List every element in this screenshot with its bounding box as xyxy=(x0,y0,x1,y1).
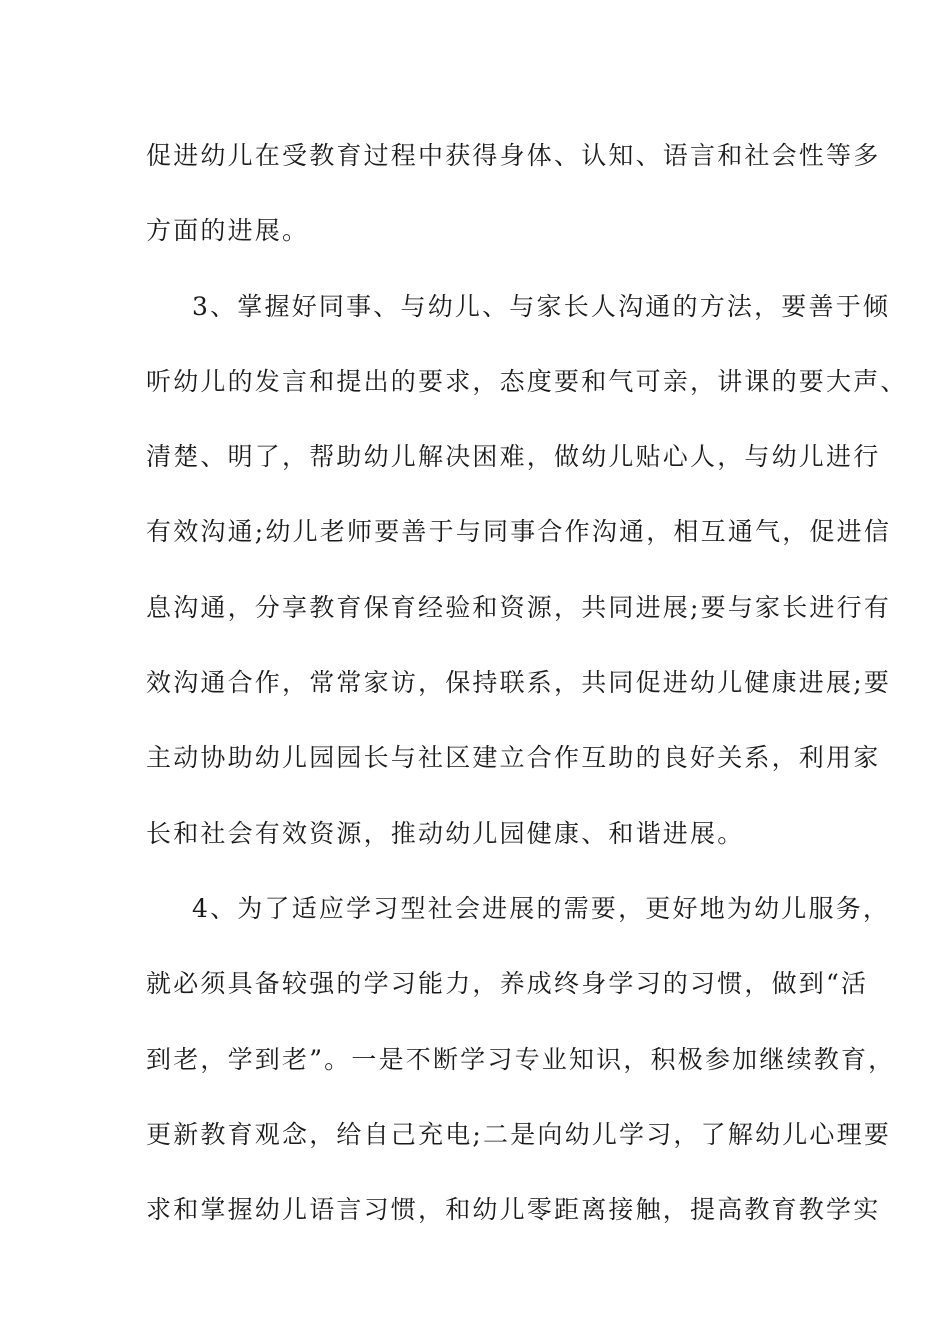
text-line: 主动协助幼儿园园长与社区建立合作互助的良好关系，利用家 xyxy=(146,743,881,773)
text-line: 促进幼儿在受教育过程中获得身体、认知、语言和社会性等多 xyxy=(146,141,881,170)
text-line: 有效沟通;幼儿老师要善于与同事合作沟通，相互通气，促进信 xyxy=(146,517,892,547)
text-line: 效沟通合作，常常家访，保持联系，共同促进幼儿健康进展;要 xyxy=(146,668,892,698)
text-line: 方面的进展。 xyxy=(146,216,310,246)
body-text xyxy=(146,118,908,1247)
text-line: 清楚、明了，帮助幼儿解决困难，做幼儿贴心人，与幼儿进行 xyxy=(146,442,881,472)
text-line: 听幼儿的发言和提出的要求，态度要和气可亲，讲课的要大声、 xyxy=(146,366,908,396)
paragraph-start-line: 4、为了适应学习型社会进展的需要，更好地为幼儿服务， xyxy=(192,893,891,923)
text-line: 就必须具备较强的学习能力，养成终身学习的习惯，做到“活 xyxy=(146,969,869,999)
paragraph-start-line: 3、掌握好同事、与幼儿、与家长人沟通的方法，要善于倾 xyxy=(192,291,891,321)
text-line: 更新教育观念，给自己充电;二是向幼儿学习，了解幼儿心理要 xyxy=(146,1119,892,1149)
text-line: 到老，学到老”。一是不断学习专业知识，积极参加继续教育， xyxy=(146,1044,896,1074)
text-line: 求和掌握幼儿语言习惯，和幼儿零距离接触，提高教育教学实 xyxy=(146,1195,881,1225)
text-line: 长和社会有效资源，推动幼儿园健康、和谐进展。 xyxy=(146,818,745,848)
text-line: 息沟通，分享教育保育经验和资源，共同进展;要与家长进行有 xyxy=(146,592,892,622)
